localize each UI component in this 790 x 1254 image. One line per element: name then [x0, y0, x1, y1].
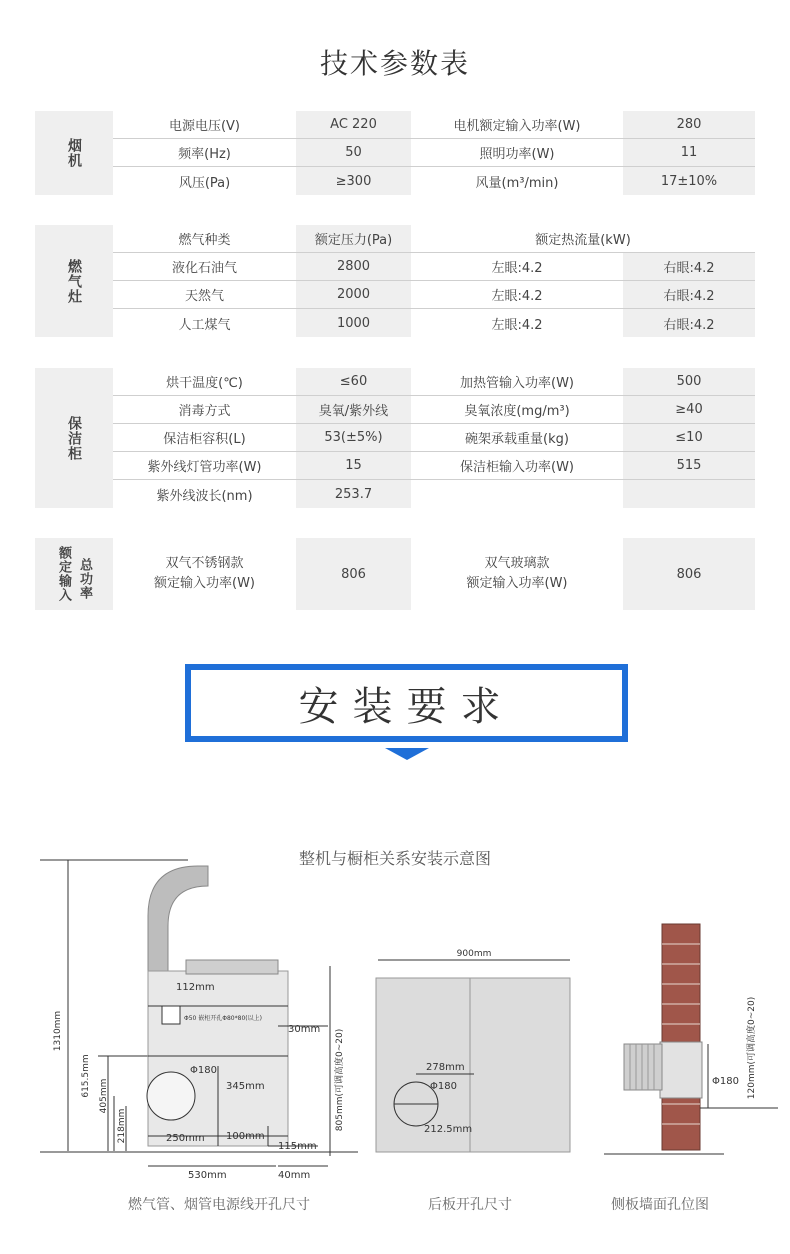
param-value: 50 [296, 139, 411, 166]
param-value: 253.7 [296, 480, 411, 508]
table-row [113, 111, 755, 139]
param-name: 天然气 [184, 289, 224, 304]
dim-label: Φ50 嵌柜开孔Φ80*80(以上) [184, 1015, 262, 1022]
param-value: ≥40 [623, 396, 755, 423]
table-row [113, 538, 755, 610]
table-row [113, 368, 755, 396]
diagram-title: 整机与橱柜关系安装示意图 [298, 849, 491, 868]
param-value: 17±10% [623, 167, 755, 195]
diagram-caption: 燃气管、烟管电源线开孔尺寸 [128, 1197, 310, 1213]
param-value: ≥300 [296, 167, 411, 195]
dim-label: 112mm [176, 982, 215, 993]
param-value: 左眼:4.2 [491, 289, 543, 304]
page-title: 技术参数表 [319, 47, 470, 80]
param-value: ≤10 [623, 424, 755, 451]
param-value: 500 [623, 368, 755, 395]
dim-label: 250mm [166, 1133, 205, 1144]
diagram-caption: 后板开孔尺寸 [428, 1197, 512, 1213]
param-value: ≤60 [296, 368, 411, 395]
param-value: 15 [296, 452, 411, 479]
table-row [113, 139, 755, 167]
param-value: 左眼:4.2 [491, 317, 543, 333]
total-label: 额定输入 总功率 [35, 538, 113, 610]
install-title: 安装要求 [298, 683, 515, 730]
cabinet-spec-table [35, 368, 755, 508]
dim-label: 278mm [426, 1062, 465, 1073]
param-name: 臭氧浓度(mg/m³) [464, 404, 570, 419]
param-value: 1000 [296, 309, 411, 337]
param-value: 右眼:4.2 [623, 253, 755, 280]
down-arrow-icon [385, 748, 429, 760]
table-row [113, 167, 755, 195]
param-value: 280 [623, 111, 755, 138]
install-requirements-banner [185, 664, 628, 742]
param-value: 806 [296, 538, 411, 610]
table-row [113, 309, 755, 337]
diagram-caption: 侧板墙面孔位图 [611, 1197, 709, 1213]
dim-label: 615.5mm [81, 1054, 91, 1098]
param-name: 紫外线波长(nm) [156, 488, 253, 504]
dim-label: Φ180 [190, 1065, 217, 1076]
hood-spec-table [35, 111, 755, 195]
table-row [113, 253, 755, 281]
param-name: 风压(Pa) [178, 175, 231, 191]
total-power-table [35, 538, 755, 610]
dim-label: 115mm [278, 1141, 317, 1152]
param-value: 515 [623, 452, 755, 479]
dim-label: 120mm(可调高度0~20) [747, 996, 757, 1100]
param-name: 消毒方式 [178, 404, 231, 419]
table-header-row [113, 225, 755, 253]
stove-label: 燃气灶 [35, 225, 113, 337]
param-name: 频率(Hz) [178, 147, 231, 162]
param-value: 右眼:4.2 [623, 281, 755, 308]
dim-label: 212.5mm [424, 1124, 473, 1135]
dim-label: 900mm [456, 949, 492, 959]
dim-label: 40mm [278, 1170, 311, 1181]
table-row [113, 396, 755, 424]
dim-label: Φ180 [430, 1081, 457, 1092]
dim-label: 530mm [188, 1170, 227, 1181]
table-row [113, 480, 755, 508]
dim-label: 345mm [226, 1081, 265, 1092]
table-row [113, 281, 755, 309]
param-name: 双气玻璃款 额定输入功率(W) [466, 556, 568, 591]
param-name: 液化石油气 [171, 261, 237, 276]
param-name: 风量(m³/min) [475, 175, 559, 191]
param-name: 人工煤气 [178, 317, 231, 333]
param-name: 烘干温度(℃) [166, 376, 243, 391]
install-diagram-front [38, 856, 360, 1186]
param-value: 11 [623, 139, 755, 166]
param-name: 电机额定输入功率(W) [453, 119, 581, 134]
param-name: 碗架承载重量(kg) [465, 432, 569, 447]
column-header: 额定热流量(kW) [535, 233, 631, 248]
param-name: 紫外线灯管功率(W) [147, 460, 262, 475]
table-row [113, 452, 755, 480]
dim-label: 405mm [99, 1078, 109, 1114]
install-diagram-back [374, 944, 574, 1156]
dim-label: 30mm [288, 1024, 321, 1035]
param-name: 保洁柜输入功率(W) [460, 460, 574, 475]
dim-label: Φ180 [712, 1076, 739, 1087]
param-value: 2000 [296, 281, 411, 308]
param-value: 806 [623, 538, 755, 610]
dim-label: 805mm(可调高度0~20) [335, 1028, 345, 1132]
param-value: 左眼:4.2 [491, 261, 543, 276]
param-name: 保洁柜容积(L) [163, 432, 246, 447]
cabinet-label: 保洁柜 [35, 368, 113, 508]
column-header: 额定压力(Pa) [296, 225, 411, 252]
param-value [623, 480, 755, 508]
dim-label: 1310mm [53, 1010, 63, 1052]
param-name: 电源电压(V) [168, 119, 241, 134]
hood-label: 烟机 [35, 111, 113, 195]
dim-label: 218mm [117, 1108, 127, 1144]
param-value: AC 220 [296, 111, 411, 138]
dim-label: 100mm [226, 1131, 265, 1142]
param-name: 照明功率(W) [479, 147, 555, 162]
stove-spec-table [35, 225, 755, 337]
param-value: 右眼:4.2 [623, 309, 755, 337]
param-value: 53(±5%) [296, 424, 411, 451]
table-row [113, 424, 755, 452]
param-name [411, 480, 623, 508]
param-value: 臭氧/紫外线 [296, 396, 411, 423]
param-name: 加热管输入功率(W) [460, 376, 574, 391]
column-header: 燃气种类 [178, 233, 231, 248]
install-diagram-wall [604, 922, 780, 1162]
param-value: 2800 [296, 253, 411, 280]
param-name: 双气不锈钢款 额定输入功率(W) [154, 556, 255, 591]
